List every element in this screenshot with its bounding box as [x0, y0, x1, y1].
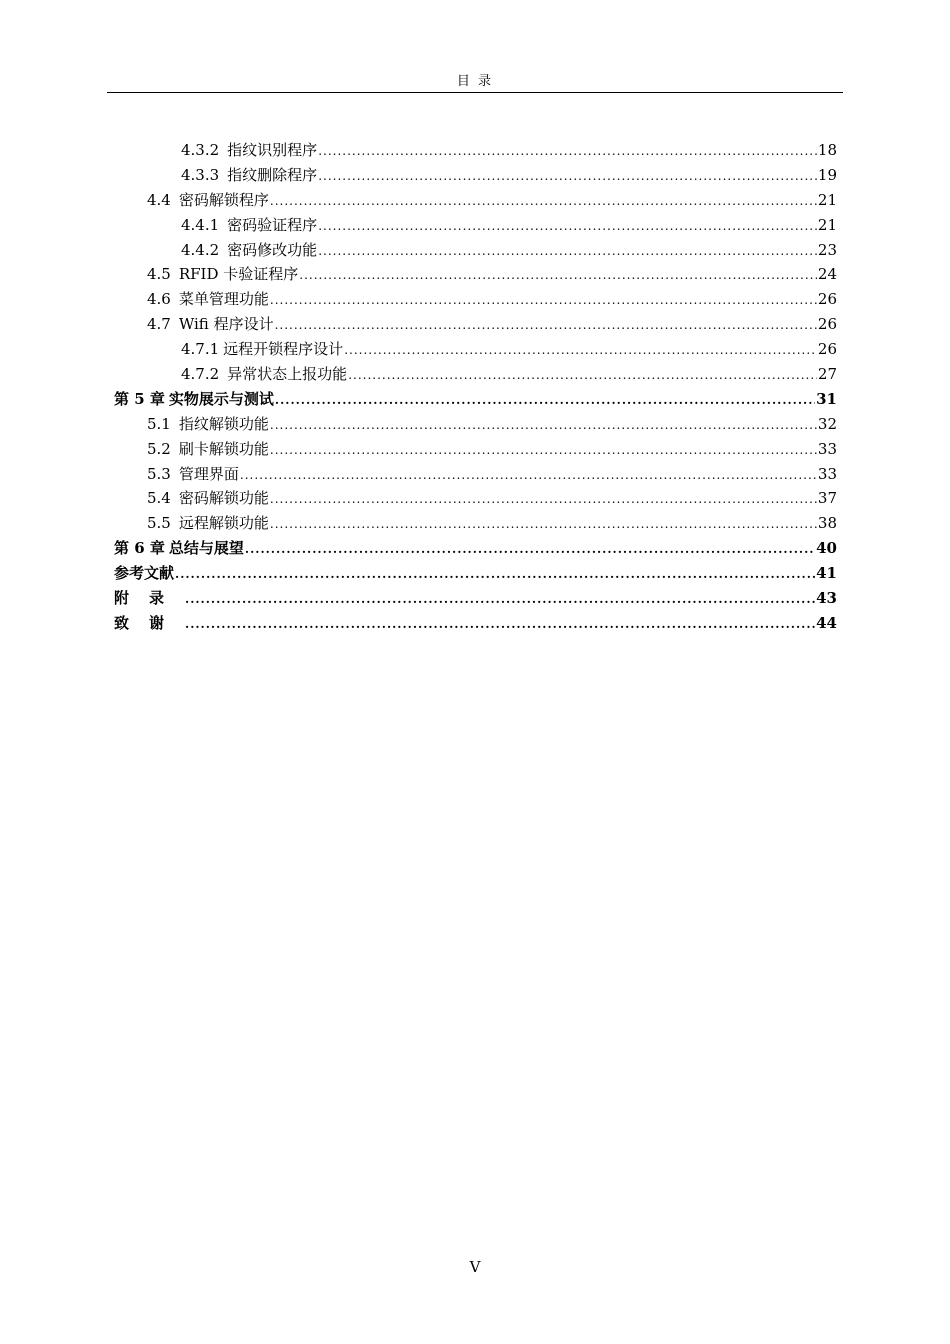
toc-entry-label: 参考文献 — [114, 564, 175, 583]
toc-entry-number: 第 6 章 — [114, 539, 165, 558]
toc-entry-label: 密码验证程序 — [227, 215, 318, 234]
toc-entry-label: 管理界面 — [178, 464, 239, 483]
page-header-title: 目 录 — [107, 70, 843, 93]
toc-entry-page: 26 — [817, 340, 837, 359]
toc-dot-leader — [270, 413, 817, 438]
toc-entry-number: 4.4.1 — [181, 215, 220, 234]
toc-entry[interactable] — [114, 362, 837, 387]
toc-entry[interactable] — [114, 262, 837, 287]
toc-dot-leader — [175, 562, 815, 587]
toc-entry[interactable] — [114, 188, 837, 213]
toc-entry-number: 4.5 — [147, 265, 171, 284]
toc-entry-label: 刷卡解锁功能 — [178, 439, 269, 458]
toc-entry-page: 19 — [817, 165, 837, 184]
toc-entry-label: 远程开锁程序设计 — [223, 340, 344, 359]
toc-entry-number: 5.3 — [147, 464, 171, 483]
toc-dot-leader — [270, 512, 817, 537]
toc-dot-leader — [299, 263, 817, 288]
toc-entry[interactable] — [114, 337, 837, 362]
toc-entry[interactable] — [114, 238, 837, 263]
toc-entry-page: 43 — [816, 589, 837, 608]
toc-entry-label: RFID 卡验证程序 — [178, 265, 299, 284]
toc-entry-number: 4.6 — [147, 290, 171, 309]
toc-entry-label: 指纹删除程序 — [227, 165, 318, 184]
toc-entry[interactable] — [114, 287, 837, 312]
toc-entry-label: 异常状态上报功能 — [227, 365, 348, 384]
toc-dot-leader — [270, 288, 817, 313]
toc-entry-acknowledgements[interactable] — [114, 611, 837, 636]
toc-dot-leader — [240, 463, 817, 488]
toc-entry[interactable] — [114, 511, 837, 536]
toc-entry-number: 5.5 — [147, 514, 171, 533]
toc-entry-page: 44 — [816, 613, 837, 632]
toc-entry[interactable] — [114, 213, 837, 238]
toc-entry-page: 41 — [816, 564, 837, 583]
toc-entry-page: 23 — [817, 240, 837, 259]
toc-entry-number: 4.4.2 — [181, 240, 220, 259]
toc-entry-label: 菜单管理功能 — [178, 290, 269, 309]
toc-entry-number: 5.1 — [147, 414, 171, 433]
toc-entry-number: 5.4 — [147, 489, 171, 508]
toc-entry-label: 指纹识别程序 — [227, 141, 318, 159]
toc-dot-leader — [270, 438, 817, 463]
toc-entry-page: 32 — [817, 414, 837, 433]
toc-entry-page: 27 — [817, 365, 837, 384]
toc-dot-leader — [245, 537, 815, 562]
toc-dot-leader — [275, 313, 817, 338]
toc-dot-leader — [318, 139, 817, 164]
toc-entry-number: 4.3.3 — [181, 165, 220, 184]
toc-entry-label: 密码修改功能 — [227, 240, 318, 259]
toc-entry[interactable] — [114, 437, 837, 462]
page-number: V — [469, 1258, 481, 1276]
toc-entry-number: 5.2 — [147, 439, 171, 458]
toc-entry-label: 总结与展望 — [168, 539, 244, 558]
toc-dot-leader — [348, 363, 817, 388]
toc-entry-page: 24 — [817, 265, 837, 284]
toc-dot-leader — [185, 587, 815, 612]
toc-entry-chapter[interactable] — [114, 536, 837, 561]
toc-entry-label: 密码解锁功能 — [178, 489, 269, 508]
toc-entry-number: 4.7.2 — [181, 365, 220, 384]
toc-entry-number: 4.4 — [147, 190, 171, 209]
toc-entry-page: 26 — [817, 315, 837, 334]
toc-entry-number: 4.7 — [147, 315, 171, 334]
toc-entry-page: 21 — [817, 215, 837, 234]
toc-entry[interactable] — [114, 462, 837, 487]
table-of-contents — [114, 138, 837, 636]
toc-dot-leader — [318, 239, 817, 264]
toc-entry-label: Wifi 程序设计 — [178, 315, 274, 334]
toc-entry[interactable] — [114, 412, 837, 437]
toc-entry-page: 37 — [817, 489, 837, 508]
toc-dot-leader — [185, 612, 815, 637]
toc-entry[interactable] — [114, 486, 837, 511]
toc-entry[interactable] — [114, 138, 837, 163]
toc-entry-number: 4.3.2 — [181, 141, 220, 159]
toc-entry-number: 4.7.1 — [181, 340, 220, 359]
toc-entry-page: 38 — [817, 514, 837, 533]
toc-entry[interactable] — [114, 312, 837, 337]
toc-entry-label: 指纹解锁功能 — [178, 414, 269, 433]
toc-entry-page: 31 — [816, 389, 837, 408]
toc-entry-page: 33 — [817, 439, 837, 458]
toc-entry-page: 21 — [817, 190, 837, 209]
toc-entry-label: 致谢 — [114, 613, 185, 632]
toc-entry-number: 第 5 章 — [114, 389, 165, 408]
toc-dot-leader — [270, 189, 817, 214]
toc-entry-page: 33 — [817, 464, 837, 483]
toc-entry-label: 实物展示与测试 — [168, 389, 274, 408]
toc-dot-leader — [270, 487, 817, 512]
toc-entry-label: 远程解锁功能 — [178, 514, 269, 533]
toc-entry-references[interactable] — [114, 561, 837, 586]
toc-dot-leader — [318, 164, 817, 189]
toc-entry-label: 附录 — [114, 589, 185, 608]
toc-entry-page: 18 — [817, 141, 837, 159]
toc-entry-label: 密码解锁程序 — [178, 190, 269, 209]
toc-entry-appendix[interactable] — [114, 586, 837, 611]
toc-dot-leader — [344, 338, 817, 363]
toc-dot-leader — [275, 388, 815, 413]
toc-entry-page: 26 — [817, 290, 837, 309]
toc-entry-page: 40 — [816, 539, 837, 558]
toc-entry-chapter[interactable] — [114, 387, 837, 412]
toc-dot-leader — [318, 214, 817, 239]
toc-entry[interactable] — [114, 163, 837, 188]
